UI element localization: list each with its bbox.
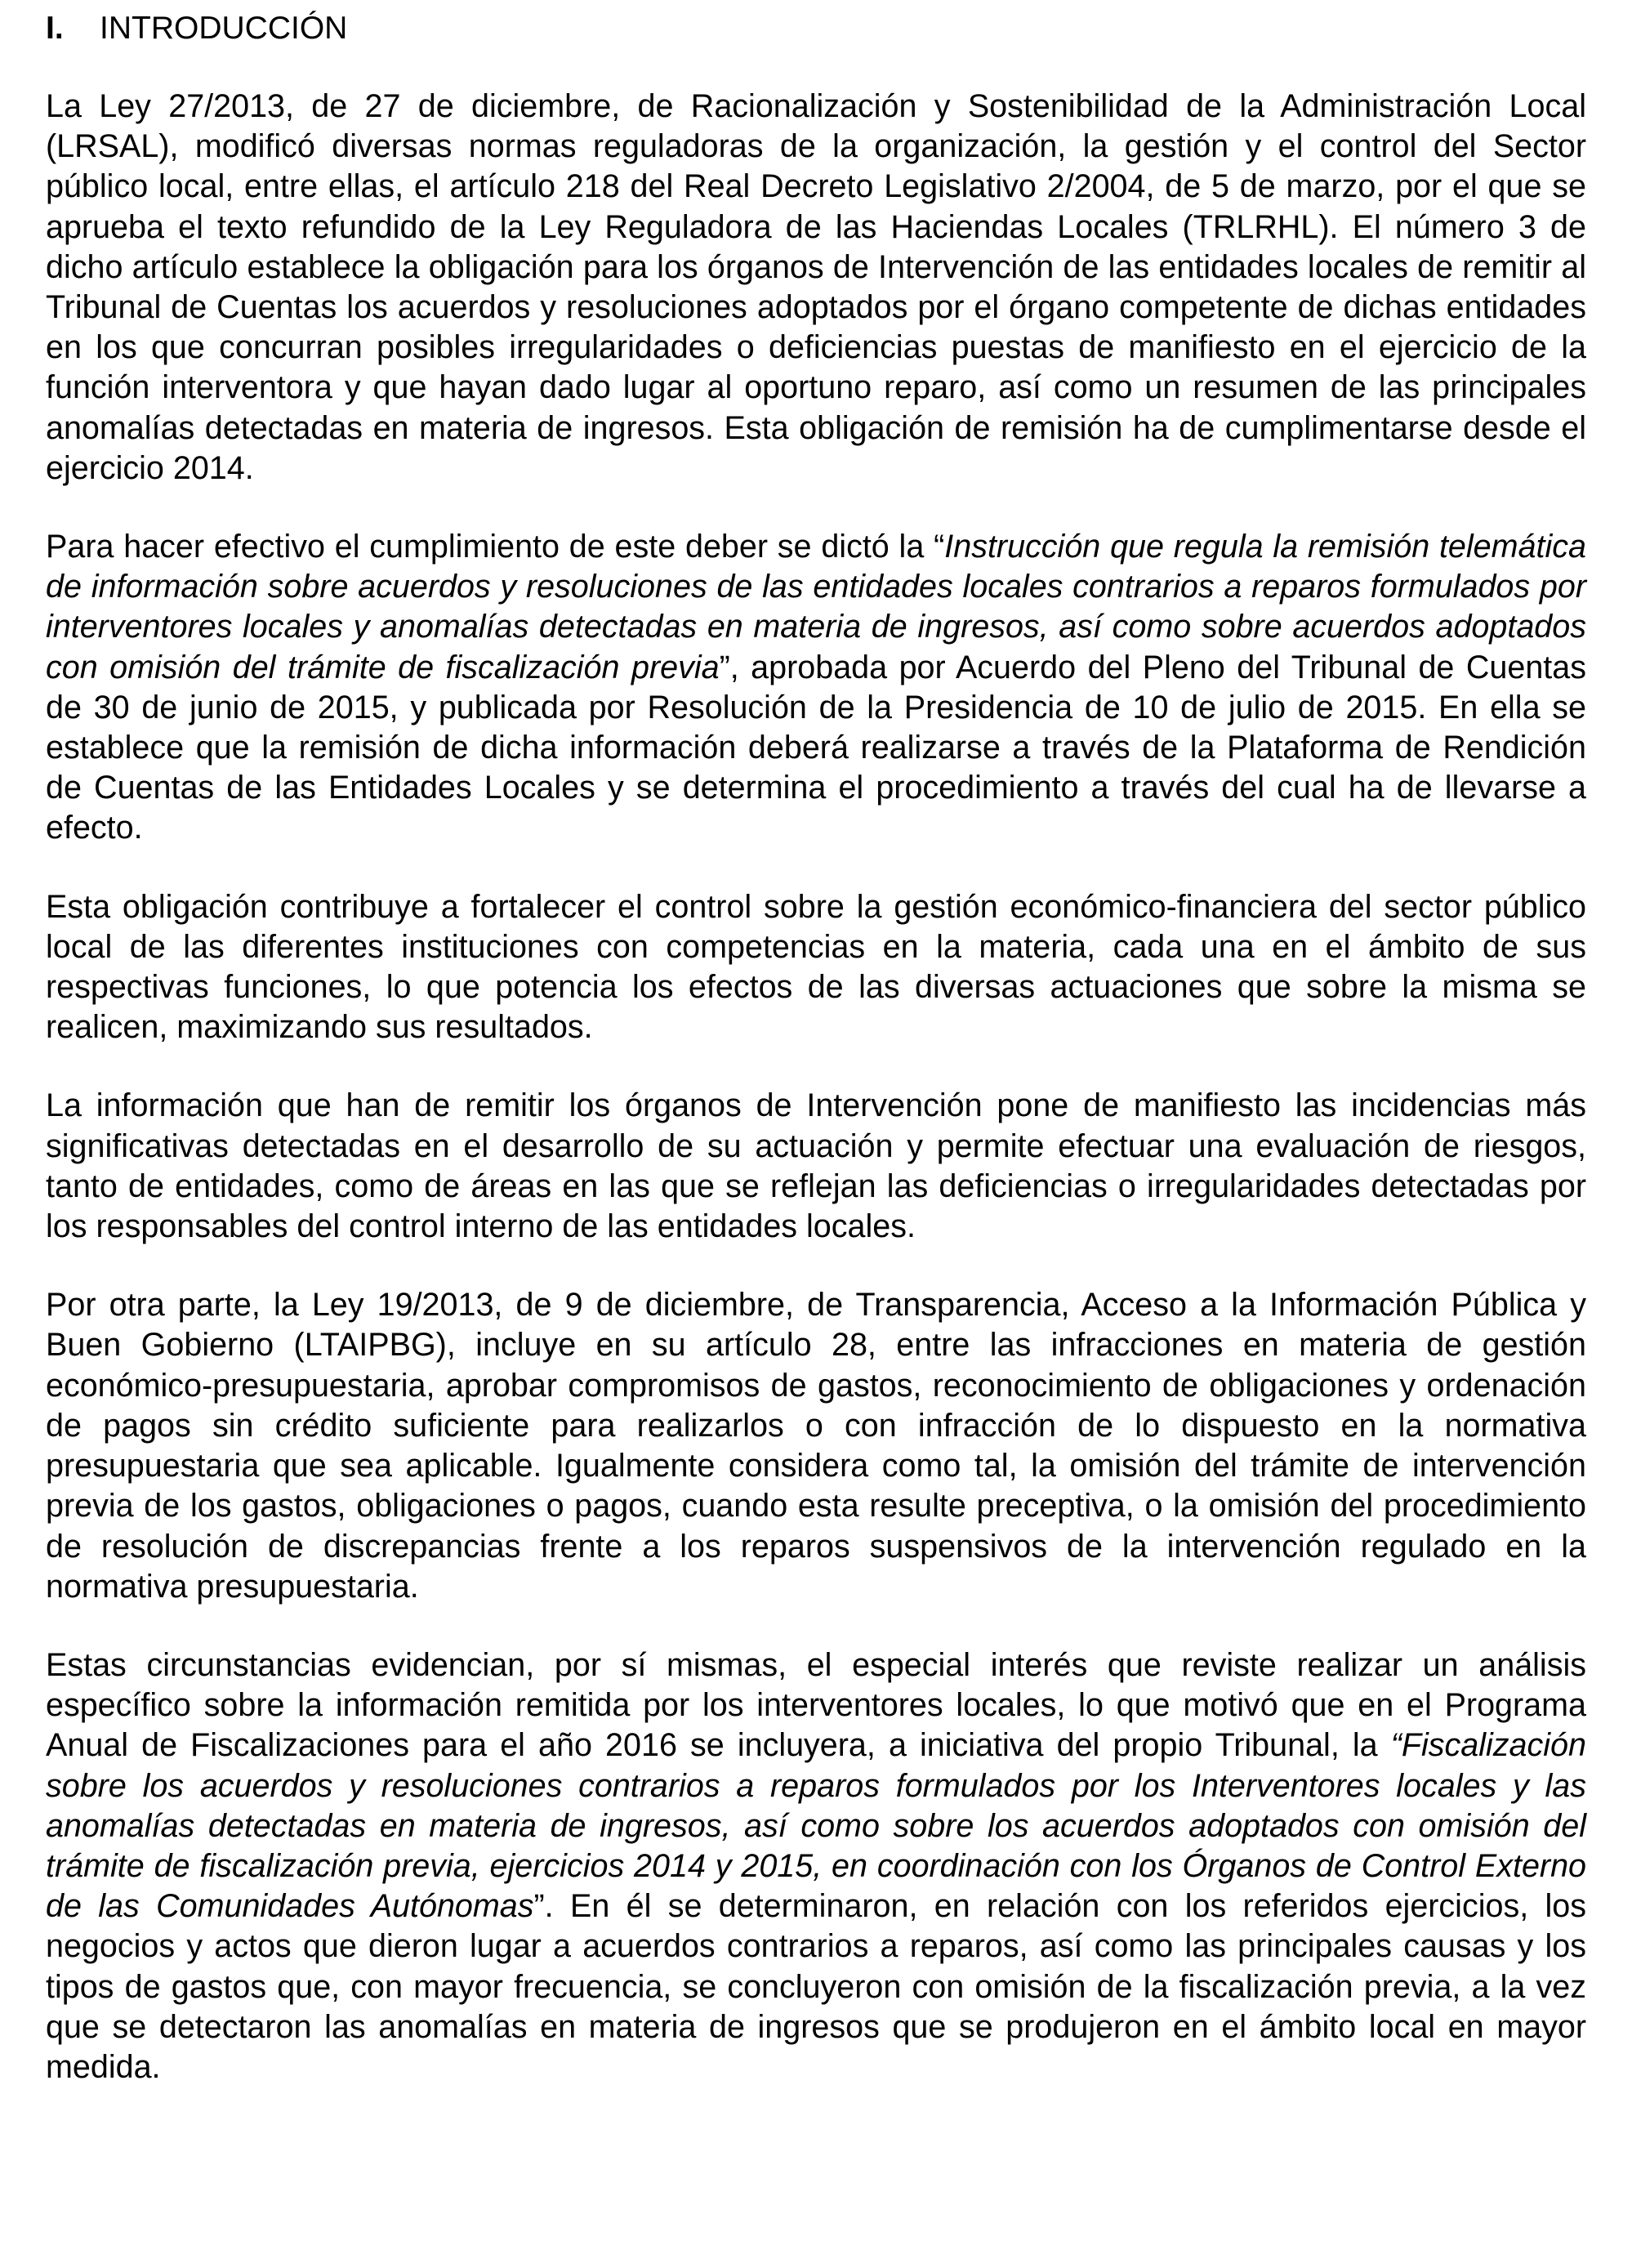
- paragraph-instruccion-lead: Para hacer efectivo el cumplimiento de este deber se dictó la “: [46, 529, 945, 565]
- paragraph-fiscalizacion-tail: ”. En él se determinaron, en relación con los referidos ejercicios, los negocios y actos que dieron lugar a acuerdos contrarios a reparos, así como las principales causas y los tipos de gastos que, con mayor frecuencia, se concluyeron con omisión de la fiscalización previa, a la vez que se detectaron las anomalías en materia de ingresos que se produjeron en el ámbito local en mayor medida.: [46, 1888, 1587, 2085]
- paragraph-informacion: La información que han de remitir los órganos de Intervención pone de manifiesto las incidencias más significativas detectadas en el desarrollo de su actuación y permite efectuar una evaluación de riesgos, tanto de entidades, como de áreas en las que se reflejan las deficiencias o irregularidades detectadas por los responsables del control interno de las entidades locales.: [46, 1087, 1586, 1245]
- paragraph-instruccion-tail: ”, aprobada por Acuerdo del Pleno del Tribunal de Cuentas de 30 de junio de 2015, y publicada por Resolución de la Presidencia de 10 de julio de 2015. En ella se establece que la remisión de dicha información deberá realizarse a través de la Plataforma de Rendición de Cuentas de las Entidades Locales y se determina el procedimiento a través del cual ha de llevarse a efecto.: [46, 649, 1586, 846]
- paragraph-fiscalizacion-lead: Estas circunstancias evidencian, por sí mismas, el especial interés que reviste realizar un análisis específico sobre la información remitida por los interventores locales, lo que motivó que en el Programa Anual de Fiscalizaciones para el año 2016 se incluyera, a iniciativa del propio Tribunal, la: [46, 1646, 1586, 1764]
- paragraph-control: Esta obligación contribuye a fortalecer el control sobre la gestión económico-financiera del sector público local de las diferentes instituciones con competencias en la materia, cada una en el ámbito de sus respectivas funciones, lo que potencia los efectos de las diversas actuaciones que sobre la misma se realicen, maximizando sus resultados.: [46, 888, 1586, 1046]
- section-title: INTRODUCCIÓN: [100, 11, 348, 46]
- section-heading: [46, 8, 347, 49]
- paragraph-lrsal: La Ley 27/2013, de 27 de diciembre, de Racionalización y Sostenibilidad de la Administración Local (LRSAL), modificó diversas normas reguladoras de la organización, la gestión y el control del Sector público local, entre ellas, el artículo 218 del Real Decreto Legislativo 2/2004, de 5 de marzo, por el que se aprueba el texto refundido de la Ley Reguladora de las Haciendas Locales (TRLRHL). El número 3 de dicho artículo establece la obligación para los órganos de Intervención de las entidades locales de remitir al Tribunal de Cuentas los acuerdos y resoluciones adoptados por el órgano competente de dichas entidades en los que concurran posibles irregularidades o deficiencias puestas de manifiesto en el ejercicio de la función interventora y que hayan dado lugar al oportuno reparo, así como un resumen de las principales anomalías detectadas en materia de ingresos. Esta obligación de remisión ha de cumplimentarse desde el ejercicio 2014.: [46, 88, 1586, 486]
- document-page: [46, 0, 1586, 2268]
- section-number: I.: [46, 11, 64, 46]
- instruccion-title: Instrucción que regula la remisión telemática de información sobre acuerdos y resoluciones de las entidades locales contrarios a reparos formulados por interventores locales y anomalías detectadas en materia de ingresos, así como sobre acuerdos adoptados con omisión del trámite de fiscalización previa: [46, 529, 1586, 685]
- paragraph-instruccion: [46, 527, 1586, 849]
- paragraph-ltaipbg: Por otra parte, la Ley 19/2013, de 9 de diciembre, de Transparencia, Acceso a la Información Pública y Buen Gobierno (LTAIPBG), incluye en su artículo 28, entre las infracciones en materia de gestión económico-presupuestaria, aprobar compromisos de gastos, reconocimiento de obligaciones y ordenación de pagos sin crédito suficiente para realizarlos o con infracción de lo dispuesto en la normativa presupuestaria que sea aplicable. Igualmente considera como tal, la omisión del trámite de intervención previa de los gastos, obligaciones o pagos, cuando esta resulte preceptiva, o la omisión del procedimiento de resolución de discrepancias frente a los reparos suspensivos de la intervención regulado en la normativa presupuestaria.: [46, 1287, 1586, 1605]
- paragraph-fiscalizacion: [46, 1645, 1586, 2087]
- section-body: [46, 87, 1586, 2087]
- fiscalizacion-title: “Fiscalización sobre los acuerdos y resoluciones contrarios a reparos formulados por los Interventores locales y las anomalías detectadas en materia de ingresos, así como sobre los acuerdos adoptados con omisión del trámite de fiscalización previa, ejercicios 2014 y 2015, en coordinación con los Órganos de Control Externo de las Comunidades Autónomas: [46, 1727, 1586, 1925]
